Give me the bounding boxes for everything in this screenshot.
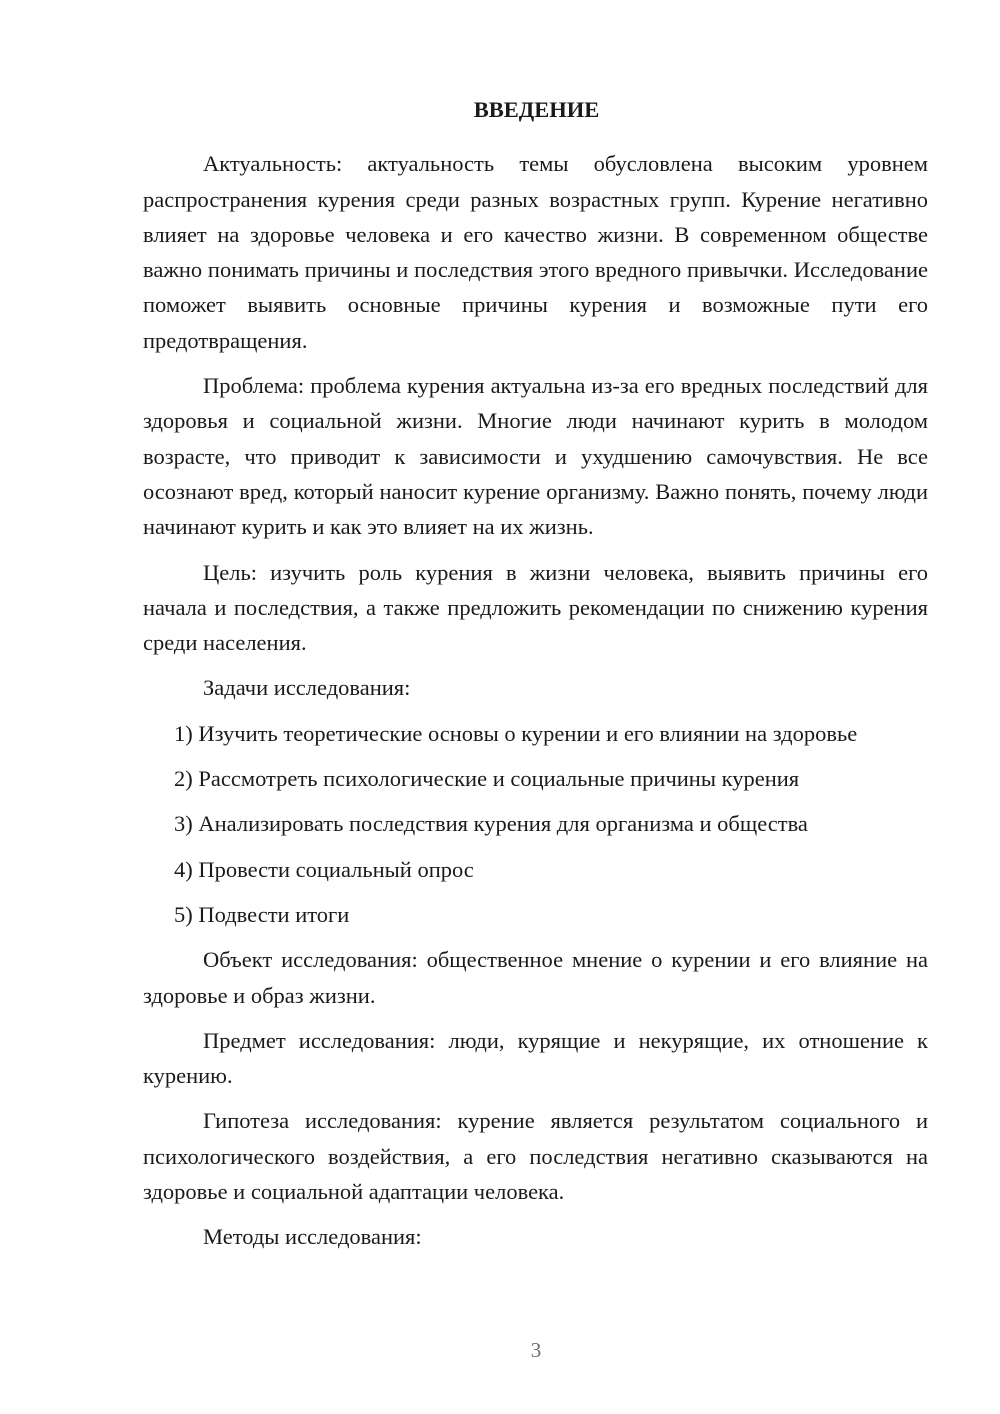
tasks-list [143, 716, 928, 932]
hypothesis-paragraph: Гипотеза исследования: курение является результатом социального и психологического воздействия, а его последствия негативно сказываются на здоровье и социальной адаптации человека. [143, 1108, 928, 1205]
problem-paragraph: Проблема: проблема курения актуальна из-за его вредных последствий для здоровья и социальной жизни. Многие люди начинают курить в молодом возрасте, что приводит к зависимости и ухудшению самочувствия. Не все осознают вред, который наносит курение организму. Важно понять, почему люди начинают курить и как это влияет на их жизнь. [143, 373, 928, 540]
goal-paragraph: Цель: изучить роль курения в жизни человека, выявить причины его начала и последствия, а также предложить рекомендации по снижению курения среди населения. [143, 559, 928, 656]
task-item-5: 5) Подвести итоги [174, 901, 350, 927]
section-title: ВВЕДЕНИЕ [473, 97, 600, 122]
task-item-2: 2) Рассмотреть психологические и социальные причины курения [174, 766, 800, 792]
task-item-1: 1) Изучить теоретические основы о курении и его влиянии на здоровье [174, 720, 858, 746]
object-paragraph: Объект исследования: общественное мнение о курении и его влияние на здоровье и образ жизни. [143, 947, 928, 1008]
subject-paragraph: Предмет исследования: люди, курящие и некурящие, их отношение к курению. [143, 1027, 928, 1089]
task-item-3: 3) Анализировать последствия курения для организма и общества [174, 811, 808, 837]
relevance-paragraph: Актуальность: актуальность темы обусловлена высоким уровнем распространения курения среди разных возрастных групп. Курение негативно влияет на здоровье человека и его качество жизни. В современном обществе важно понимать причины и последствия этого вредного привычки. Исследование поможет выявить основные причины курения и возможные пути его предотвращения. [143, 151, 928, 353]
methods-heading: Методы исследования: [203, 1224, 422, 1250]
page-content [143, 92, 928, 1265]
page-number: 3 [530, 1338, 542, 1362]
task-item-4: 4) Провести социальный опрос [174, 856, 474, 882]
tasks-heading: Задачи исследования: [203, 675, 411, 701]
